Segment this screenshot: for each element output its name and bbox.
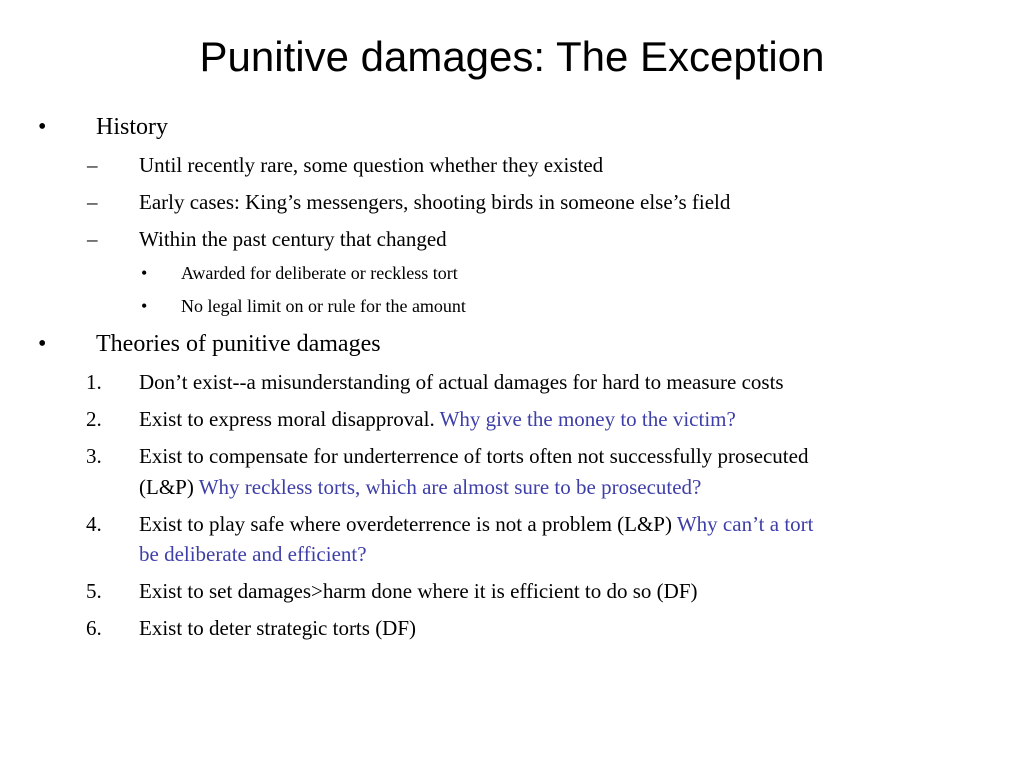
theory-item: Exist to set damages>harm done where it is efficient to do so (DF) [139, 579, 698, 603]
theory-item [139, 405, 736, 433]
theories-heading: Theories of punitive damages [96, 331, 381, 357]
dash-marker: – [87, 153, 98, 177]
bullet-marker: • [141, 263, 148, 283]
slide-title: Punitive damages: The Exception [199, 33, 825, 80]
theory-question: Why can’t a tort [676, 512, 814, 536]
history-subitem: Awarded for deliberate or reckless tort [181, 263, 458, 283]
history-heading: History [96, 114, 168, 140]
theory-item-continued [139, 473, 701, 501]
history-item: Until recently rare, some question whether they existed [139, 153, 604, 177]
history-subitem: No legal limit on or rule for the amount [181, 296, 466, 316]
theory-item: Don’t exist--a misunderstanding of actual damages for hard to measure costs [139, 370, 784, 394]
list-number: 5. [86, 579, 102, 603]
theory-text: (L&P) [139, 475, 199, 499]
dash-marker: – [87, 227, 98, 251]
list-number: 4. [86, 512, 102, 536]
list-number: 6. [86, 616, 102, 640]
theory-item: Exist to deter strategic torts (DF) [139, 616, 417, 640]
theory-item [139, 510, 814, 538]
list-number: 1. [86, 370, 102, 394]
history-item: Early cases: King’s messengers, shooting birds in someone else’s field [139, 190, 731, 214]
history-item: Within the past century that changed [139, 227, 447, 251]
list-number: 2. [86, 407, 102, 431]
bullet-marker: • [38, 114, 47, 140]
bullet-marker: • [141, 296, 148, 316]
list-number: 3. [86, 444, 102, 468]
dash-marker: – [87, 190, 98, 214]
theory-text: Exist to express moral disapproval. [139, 407, 440, 431]
theory-question-continued: be deliberate and efficient? [139, 542, 367, 566]
theory-item: Exist to compensate for underterrence of torts often not successfully prosecuted [139, 444, 809, 468]
theory-question: Why reckless torts, which are almost sure to be prosecuted? [198, 475, 702, 499]
bullet-marker: • [38, 331, 47, 357]
theory-question: Why give the money to the victim? [439, 407, 736, 431]
theory-text: Exist to play safe where overdeterrence is not a problem (L&P) [139, 512, 677, 536]
